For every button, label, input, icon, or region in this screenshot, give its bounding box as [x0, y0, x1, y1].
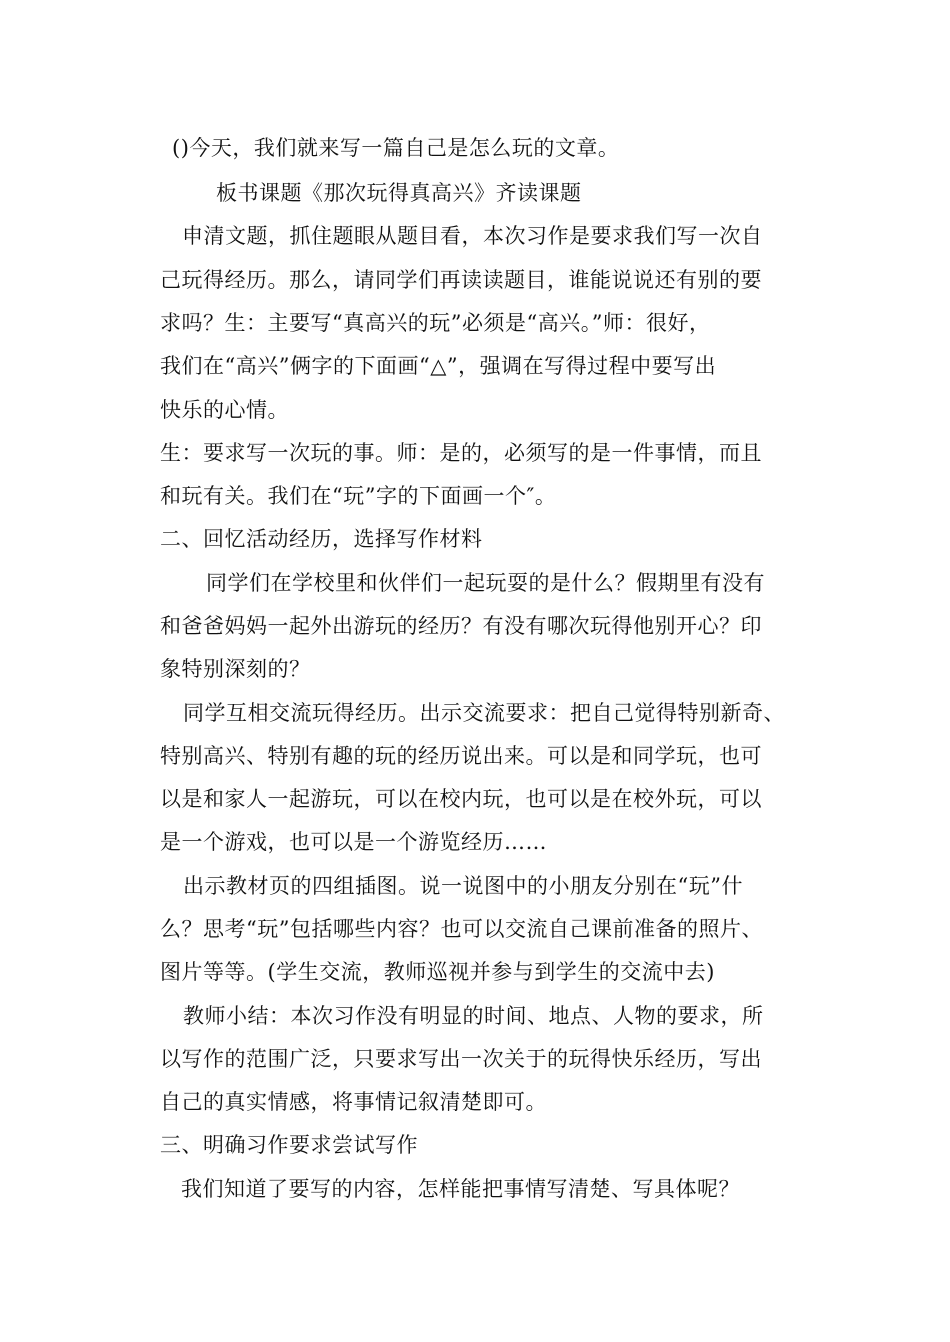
text-line: 同学互相交流玩得经历。出示交流要求：把自己觉得特别新奇、: [183, 701, 785, 725]
text-line: 象特别深刻的？: [160, 657, 311, 681]
text-line: 快乐的心情。: [160, 398, 289, 422]
text-line: 生：要求写一次玩的事。师：是的，必须写的是一件事情，而且: [160, 441, 762, 465]
text-line: 以写作的范围广泛，只要求写出一次关于的玩得快乐经历，写出: [160, 1047, 762, 1071]
text-line: 特别高兴、特别有趣的玩的经历说出来。可以是和同学玩，也可: [160, 744, 762, 768]
text-line: 出示教材页的四组插图。说一说图中的小朋友分别在“玩”什: [183, 874, 743, 898]
text-line: 自己的真实情感，将事情记叙清楚即可。: [160, 1090, 547, 1114]
text-line: 和玩有关。我们在“玩”字的下面画一个″。: [160, 484, 557, 508]
text-line: 以是和家人一起游玩，可以在校内玩，也可以是在校外玩，可以: [160, 787, 762, 811]
text-line: 是一个游戏，也可以是一个游览经历……: [160, 830, 547, 854]
text-line: 同学们在学校里和伙伴们一起玩耍的是什么？假期里有没有: [206, 571, 765, 595]
text-line: 图片等等。(学生交流，教师巡视并参与到学生的交流中去): [160, 960, 715, 984]
text-line: ()今天，我们就来写一篇自己是怎么玩的文章。: [172, 136, 620, 160]
text-line: 申清文题，抓住题眼从题目看，本次习作是要求我们写一次自: [182, 224, 763, 248]
text-line: 和爸爸妈妈一起外出游玩的经历？有没有哪次玩得他别开心？印: [160, 614, 762, 638]
text-line: 么？思考“玩”包括哪些内容？也可以交流自己课前准备的照片、: [160, 917, 763, 941]
text-line: 求吗？生：主要写“真高兴的玩”必须是“高兴。”师：很好，: [160, 311, 711, 335]
text-line: 教师小结：本次习作没有明显的时间、地点、人物的要求，所: [183, 1004, 764, 1028]
section-heading: 三、明确习作要求尝试写作: [160, 1133, 418, 1157]
text-line: 我们在“高兴”俩字的下面画“△”，强调在写得过程中要写出: [160, 354, 717, 378]
text-line: 板书课题《那次玩得真高兴》齐读课题: [216, 181, 582, 205]
text-line: 己玩得经历。那么，请同学们再读读题目，谁能说说还有别的要: [160, 268, 762, 292]
section-heading: 二、回忆活动经历，选择写作材料: [160, 527, 483, 551]
text-line: 我们知道了要写的内容，怎样能把事情写清楚、写具体呢？: [181, 1177, 740, 1201]
